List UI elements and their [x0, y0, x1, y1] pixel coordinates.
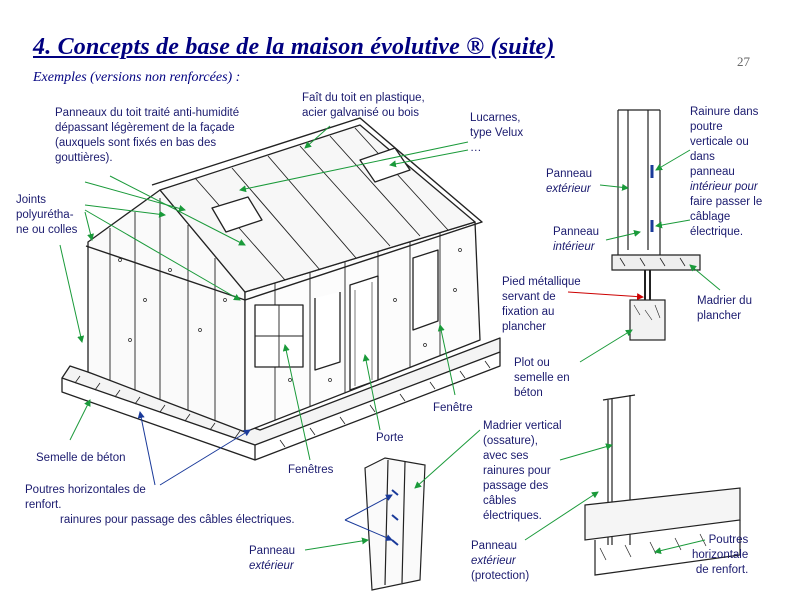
horizontal-beams-pointer-2	[160, 430, 250, 485]
beam-detail-sketch	[365, 458, 425, 590]
horizontal-beams-pointer	[140, 412, 155, 485]
windows-label: Fenêtres	[288, 464, 334, 476]
groove-label: Rainure dans poutre verticale ou dans panneau intérieur pour faire passer le câblage électrique.	[690, 106, 763, 238]
plot-pointer	[580, 330, 632, 362]
joints-pointer-4	[60, 245, 82, 342]
joints-label: Joints polyurétha- ne ou colles	[16, 194, 78, 236]
groove-pointer	[656, 150, 690, 170]
floor-beam-label: Madrier du plancher	[697, 295, 752, 322]
door-label: Porte	[376, 432, 404, 444]
page-subtitle: Exemples (versions non renforcées) :	[33, 70, 241, 85]
cable-grooves-label: rainures pour passage des câbles électriques.	[60, 514, 295, 526]
metal-foot-label: Pied métallique servant de fixation au plancher	[502, 276, 581, 333]
concrete-base-pointer	[70, 400, 90, 440]
panel-interior-top-pointer	[606, 232, 640, 240]
page-number: 27	[737, 54, 750, 69]
horizontal-beam-right-label: Poutres horizontale de renfort.	[692, 534, 749, 576]
panel-exterior-top-pointer	[600, 185, 628, 188]
panel-exterior-bottom-label: Panneau extérieur	[249, 545, 296, 572]
panel-exterior-bottom-pointer	[305, 540, 368, 550]
horizontal-beams-label: Poutres horizontales de renfort.	[25, 484, 146, 511]
joints-pointer	[85, 212, 92, 240]
vertical-beam-pointer-2	[560, 445, 612, 460]
roof-ridge-label: Faît du toit en plastique, acier galvanisé ou bois	[302, 92, 425, 119]
floor-beam-pointer	[690, 265, 720, 290]
skylights-label: Lucarnes, type Velux …	[470, 112, 524, 154]
panel-exterior-top-label: Panneau extérieur	[546, 168, 593, 195]
roof-panels-label: Panneaux du toit traité anti-humidité dépassant légèrement de la façade (auxquels sont fixés en bas des gouttières).	[55, 107, 240, 164]
vertical-beam-pointer	[415, 430, 480, 488]
panel-interior-top-label: Panneau intérieur	[553, 226, 600, 253]
page-title: 4. Concepts de base de la maison évolutive ® (suite)	[33, 34, 555, 60]
groove-pointer-2	[656, 220, 690, 226]
panel-exterior-protection-label: Panneau extérieur (protection)	[471, 540, 530, 582]
vertical-beam-label: Madrier vertical (ossature), avec ses rainures pour passage des câbles électriques.	[483, 420, 562, 522]
concrete-base-label: Semelle de béton	[36, 452, 126, 464]
window-right-label: Fenêtre	[433, 402, 473, 414]
wall-detail-sketch	[612, 110, 700, 340]
plot-label: Plot ou semelle en béton	[514, 357, 570, 399]
